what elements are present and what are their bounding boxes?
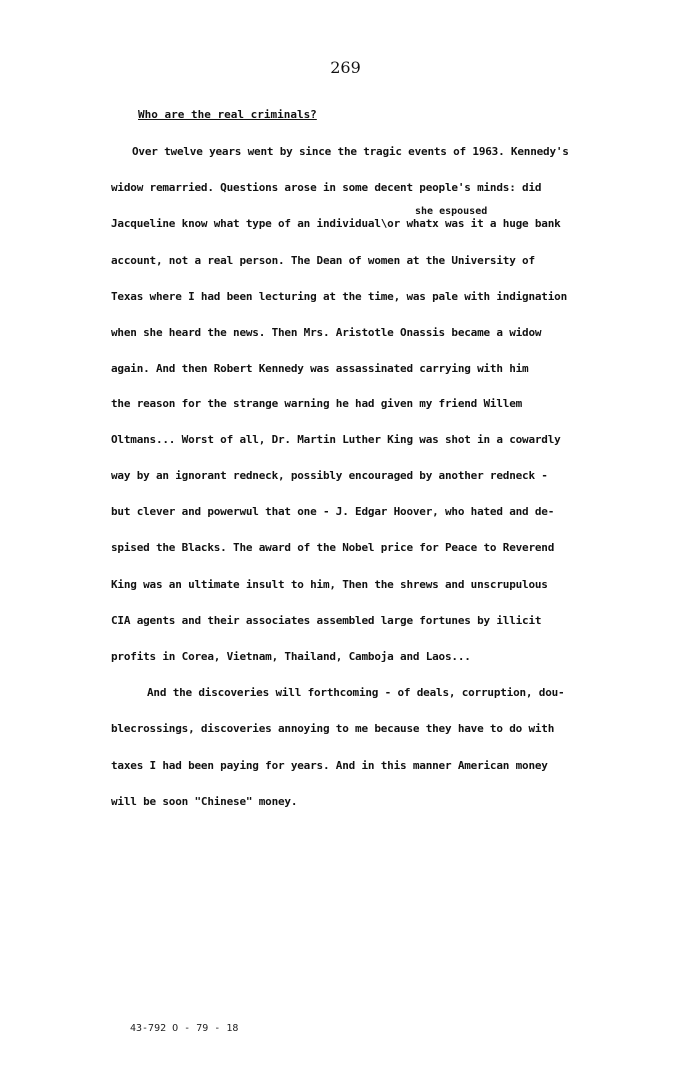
text-line-14: CIA agents and their associates assembled large fortunes by illicit bbox=[111, 614, 542, 627]
text-line-16: And the discoveries will forthcoming - of deals, corruption, dou- bbox=[147, 686, 565, 699]
text-line-2: widow remarried. Questions arose in some decent people's minds: did bbox=[111, 181, 542, 194]
section-heading: Who are the real criminals? bbox=[138, 108, 317, 121]
text-line-18: taxes I had been paying for years. And in this manner American money bbox=[111, 759, 548, 772]
text-line-7: again. And then Robert Kennedy was assassinated carrying with him bbox=[111, 362, 529, 375]
footer-code: 43-792 O - 79 - 18 bbox=[130, 1023, 239, 1034]
text-line-3: Jacqueline know what type of an individual\or whatx was it a huge bank bbox=[111, 217, 561, 230]
text-line-10: way by an ignorant redneck, possibly encouraged by another redneck - bbox=[111, 469, 548, 482]
text-line-17: blecrossings, discoveries annoying to me because they have to do with bbox=[111, 722, 555, 735]
text-line-13: King was an ultimate insult to him, Then the shrews and unscrupulous bbox=[111, 578, 548, 591]
text-line-15: profits in Corea, Vietnam, Thailand, Camboja and Laos... bbox=[111, 650, 471, 663]
text-line-11: but clever and powerwul that one - J. Edgar Hoover, who hated and de- bbox=[111, 505, 555, 518]
text-line-8: the reason for the strange warning he had given my friend Willem bbox=[111, 397, 523, 410]
text-line-6: when she heard the news. Then Mrs. Aristotle Onassis became a widow bbox=[111, 326, 542, 339]
text-line-9: Oltmans... Worst of all, Dr. Martin Luther King was shot in a cowardly bbox=[111, 433, 561, 446]
text-line-5: Texas where I had been lecturing at the time, was pale with indignation bbox=[111, 290, 568, 303]
text-line-4: account, not a real person. The Dean of women at the University of bbox=[111, 254, 535, 267]
handwritten-insertion: she espoused bbox=[415, 206, 488, 217]
text-line-19: will be soon "Chinese" money. bbox=[111, 795, 298, 808]
text-line-1: Over twelve years went by since the tragic events of 1963. Kennedy's bbox=[132, 145, 569, 158]
text-line-12: spised the Blacks. The award of the Nobel price for Peace to Reverend bbox=[111, 541, 555, 554]
page-number: 269 bbox=[330, 58, 361, 77]
